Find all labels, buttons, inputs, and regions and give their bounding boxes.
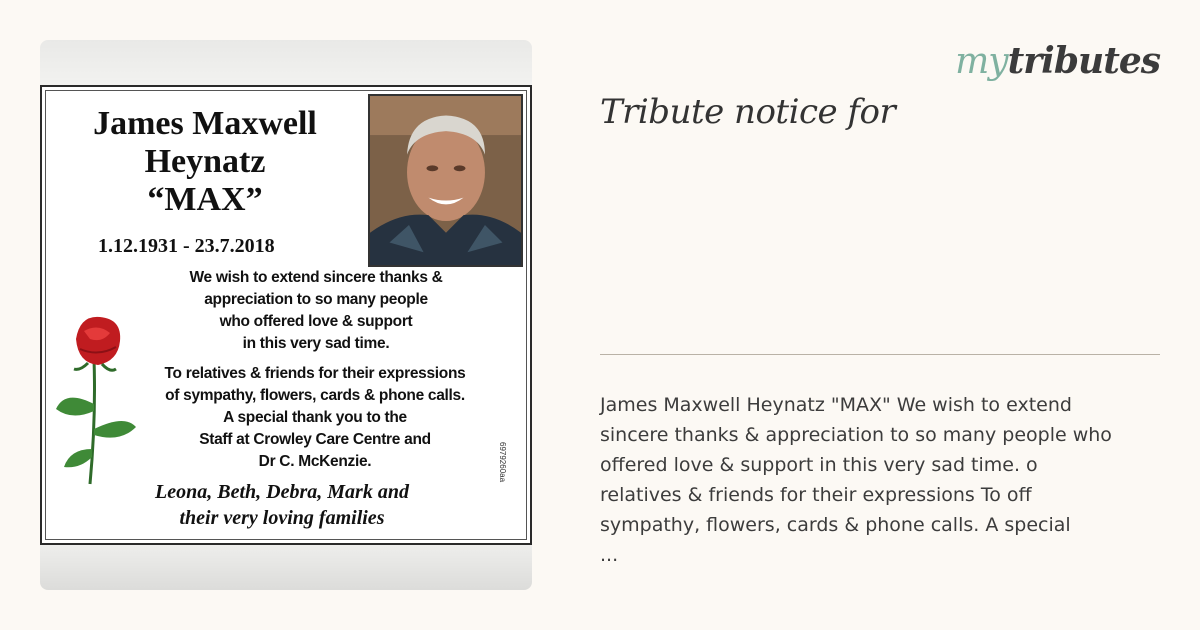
deceased-name [50,105,360,219]
tribute-excerpt [600,390,1160,570]
relatives-line: A special thank you to the [223,409,407,426]
excerpt-ellipsis: ... [600,544,619,566]
thanks-line: appreciation to so many people [204,291,428,308]
page-heading: Tribute notice for [600,92,896,132]
relatives-line: of sympathy, flowers, cards & phone calls. [165,387,465,404]
excerpt-line: sympathy, flowers, cards & phone calls. A special [600,514,1071,536]
excerpt-line: offered love & support in this very sad time. o [600,454,1038,476]
signoff-line: Leona, Beth, Debra, Mark and [155,481,409,503]
relatives-line: To relatives & friends for their expressions [164,365,466,382]
thanks-line: in this very sad time. [242,335,390,352]
excerpt-line: relatives & friends for their expressions To off [600,484,1032,506]
relatives-line: Staff at Crowley Care Centre and [199,431,431,448]
name-line-1: James Maxwell [93,105,317,142]
notice-reference-code: 6979260aa [498,442,507,483]
relatives-line: Dr C. McKenzie. [258,453,372,470]
name-line-3: “MAX” [147,181,263,218]
relatives-message [120,363,510,473]
logo-my: my [955,41,1008,82]
mytributes-logo[interactable] [955,40,1160,82]
notice-advertisement [40,85,532,545]
thanks-message [146,267,486,355]
excerpt-line: James Maxwell Heynatz "MAX" We wish to extend [600,394,1072,416]
thanks-line: We wish to extend sincere thanks & [189,269,443,286]
notice-image-card [40,40,532,590]
thanks-line: who offered love & support [219,313,413,330]
signoff-line: their very loving families [179,507,385,529]
logo-tributes: tributes [1007,40,1160,82]
family-signoff [112,479,452,531]
name-line-2: Heynatz [144,143,266,180]
excerpt-line: sincere thanks & appreciation to so many people who [600,424,1112,446]
divider [600,354,1160,355]
deceased-photo [368,94,523,267]
life-dates: 1.12.1931 - 23.7.2018 [98,235,275,257]
